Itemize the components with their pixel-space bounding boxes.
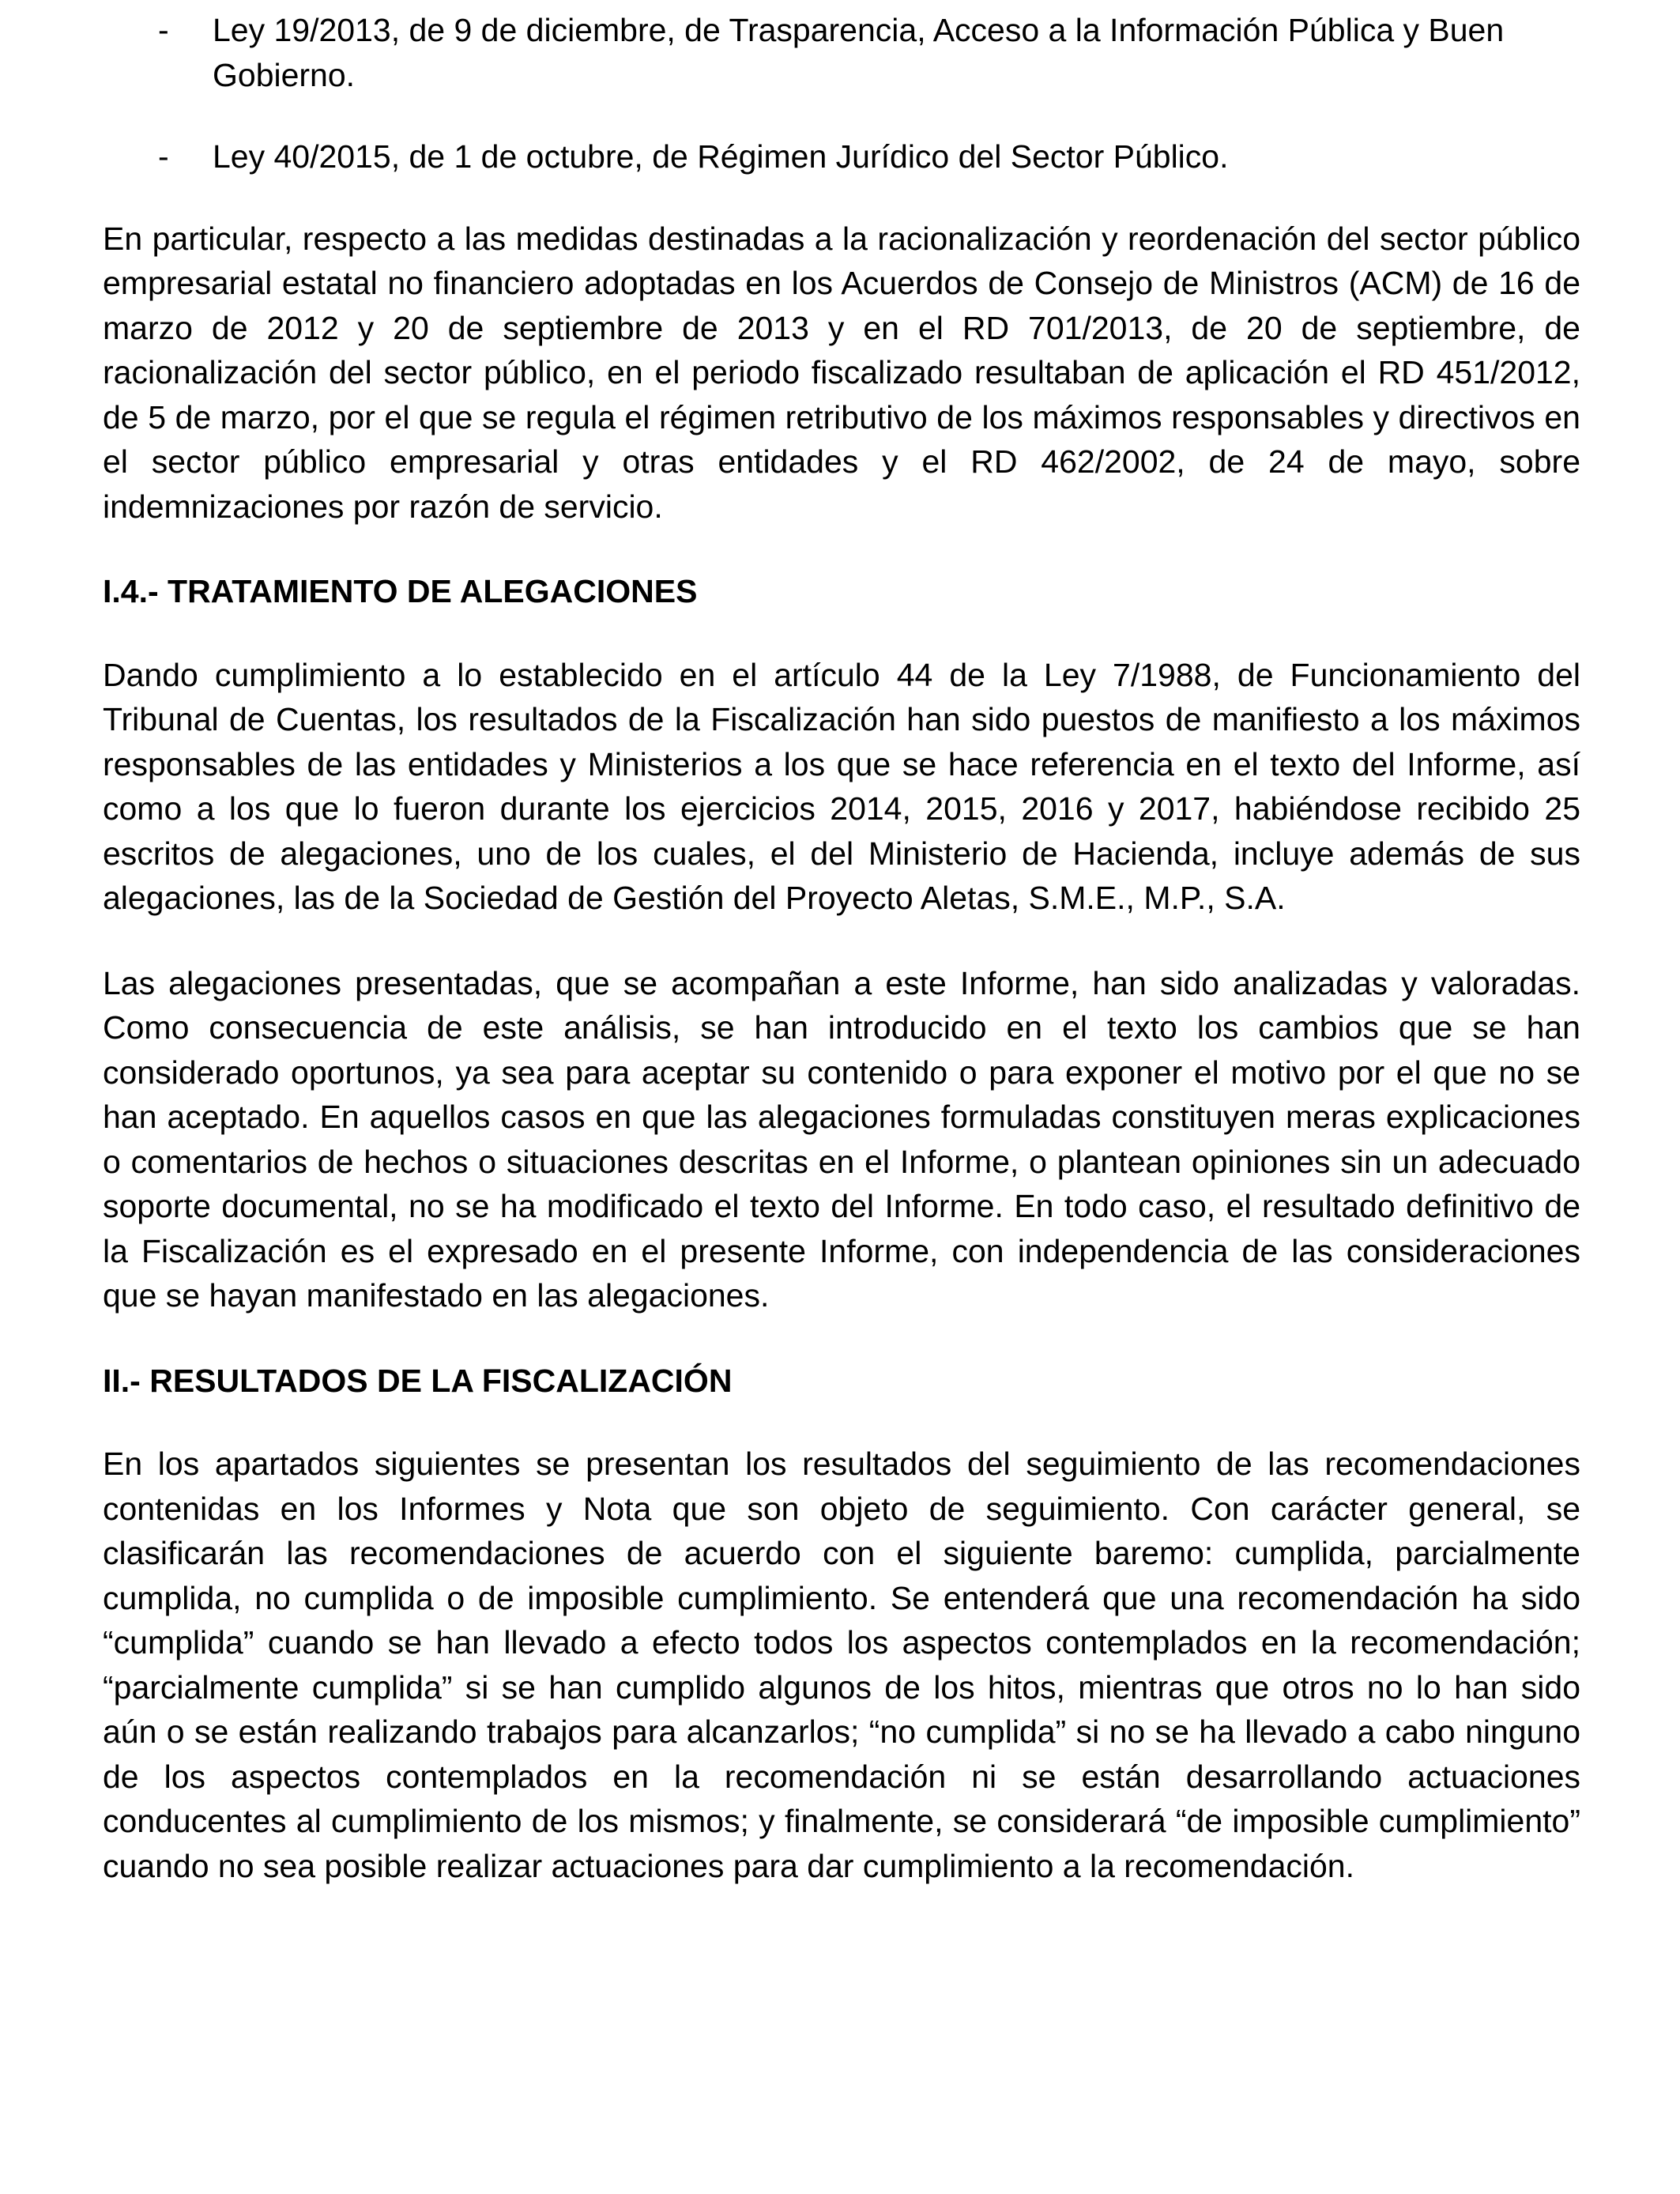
paragraph-alegaciones-2: Las alegaciones presentadas, que se acompañan a este Informe, han sido analizadas y valoradas. Como consecuencia de este análisis, se han introducido en el texto los cambios que se han considerado oportunos, ya sea para aceptar su contenido o para exponer el motivo por el que no se han aceptado. En aquellos casos en que las alegaciones formuladas constituyen meras explicaciones o comentarios de hechos o situaciones descritas en el Informe, o plantean opiniones sin un adecuado soporte documental, no se ha modificado el texto del Informe. En todo caso, el resultado definitivo de la Fiscalización es el expresado en el presente Informe, con independencia de las consideraciones que se hayan manifestado en las alegaciones.	[103, 964, 1580, 1314]
paragraph-sector-publico: En particular, respecto a las medidas destinadas a la racionalización y reordenación del sector público empresarial estatal no financiero adoptadas en los Acuerdos de Consejo de Ministros (ACM) de 16 de marzo de 2012 y 20 de septiembre de 2013 y en el RD 701/2013, de 20 de septiembre, de racionalización del sector público, en el periodo fiscalizado resultaban de aplicación el RD 451/2012, de 5 de marzo, por el que se regula el régimen retributivo de los máximos responsables y directivos en el sector público empresarial y otras entidades y el RD 462/2002, de 24 de mayo, sobre indemnizaciones por razón de servicio.	[103, 220, 1580, 525]
list-marker: -	[158, 12, 169, 48]
law-list	[103, 8, 1580, 179]
list-item	[103, 134, 1580, 179]
list-item	[103, 8, 1580, 97]
paragraph-resultados: En los apartados siguientes se presentan los resultados del seguimiento de las recomendaciones contenidas en los Informes y Nota que son objeto de seguimiento. Con carácter general, se clasificarán las recomendaciones de acuerdo con el siguiente baremo: cumplida, parcialmente cumplida, no cumplida o de imposible cumplimiento. Se entenderá que una recomendación ha sido “cumplida” cuando se han llevado a efecto todos los aspectos contemplados en la recomendación; “parcialmente cumplida” si se han cumplido algunos de los hitos, mientras que otros no lo han sido aún o se están realizando trabajos para alcanzarlos; “no cumplida” si no se ha llevado a cabo ninguno de los aspectos contemplados en la recomendación ni se están desarrollando actuaciones conducentes al cumplimiento de los mismos; y finalmente, se considerará “de imposible cumplimiento” cuando no sea posible realizar actuaciones para dar cumplimiento a la recomendación.	[103, 1446, 1580, 1884]
list-item-text: Ley 19/2013, de 9 de diciembre, de Trasparencia, Acceso a la Información Pública y Buen Gobierno.	[213, 12, 1505, 93]
list-item-text: Ley 40/2015, de 1 de octubre, de Régimen Jurídico del Sector Público.	[213, 138, 1229, 175]
section-heading-alegaciones: I.4.- TRATAMIENTO DE ALEGACIONES	[103, 573, 698, 609]
paragraph-alegaciones-1: Dando cumplimiento a lo establecido en el artículo 44 de la Ley 7/1988, de Funcionamiento del Tribunal de Cuentas, los resultados de la Fiscalización han sido puestos de manifiesto a los máximos responsables de las entidades y Ministerios a los que se hace referencia en el texto del Informe, así como a los que lo fueron durante los ejercicios 2014, 2015, 2016 y 2017, habiéndose recibido 25 escritos de alegaciones, uno de los cuales, el del Ministerio de Hacienda, incluye además de sus alegaciones, las de la Sociedad de Gestión del Proyecto Aletas, S.M.E., M.P., S.A.	[103, 656, 1580, 916]
section-heading-resultados: II.- RESULTADOS DE LA FISCALIZACIÓN	[103, 1362, 733, 1399]
list-marker: -	[158, 138, 169, 175]
